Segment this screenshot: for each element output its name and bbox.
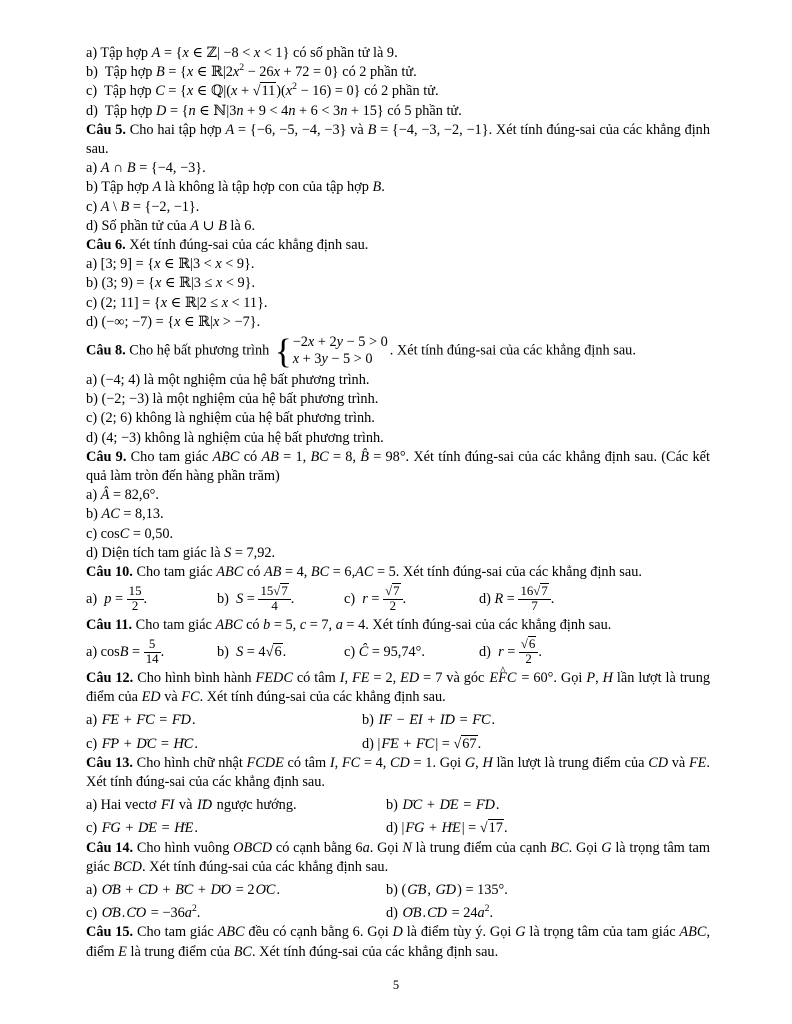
statement: a) cosB = $\frac{5}{14}$ . <box>86 637 165 667</box>
statement: c) Ĉ = 95,74°. <box>344 643 425 660</box>
statement: b) S = 4√6. <box>217 643 287 660</box>
statement: c) → OB.→ CO = $-36a^2$. <box>86 904 386 923</box>
statement: b) S = $\frac{15√7}{4}$ . <box>217 584 295 614</box>
text-line: a) Â = 82,6°. <box>86 487 159 504</box>
text-line: a) Tập hợp A = {x ∈ ℤ| −8 < x < 1} có số phần tử là 9. <box>86 45 398 61</box>
statement-row <box>86 731 710 754</box>
text-line: a) A ∩ B = {−4, −3}. <box>86 160 206 177</box>
page-number: 5 <box>392 978 400 992</box>
statement-row <box>86 582 710 616</box>
statement-row <box>86 707 710 730</box>
statement: d) R = $\frac{16√7}{7}$ . <box>479 584 555 614</box>
content <box>86 44 710 962</box>
statement: c) → FG + → DE = → HE. <box>86 819 386 838</box>
text-line: c) cosC = 0,50. <box>86 525 174 542</box>
statement: d) → OB.→ CD = $24a^2$. <box>386 904 710 923</box>
text-line: b) Tập hợp B = {x ∈ $ℝ|2x^2 - 26x + 72 = 0$} có 2 phần tử. <box>86 62 417 81</box>
text-line: d) (4; −3) không là nghiệm của hệ bất phương trình. <box>86 429 384 446</box>
text-line: Câu 8. Cho hệ bất phương trình { −2x + 2y − 5 > 0 x + 3y − 5 > 0 . Xét tính đúng-sai của các khẳng định sau. <box>86 331 636 371</box>
text-line: b) AC = 8,13. <box>86 506 164 523</box>
text-line: Câu 12. Cho hình bình hành FEDC có tâm I, FE = 2, ED = 7 và góc ^ EFC = 60°. Gọi P, H lần lượt là trung điểm của ED và FC. Xét tính đúng-sai của các khẳng định sau. <box>86 669 710 707</box>
statement-row <box>86 877 710 900</box>
statement: a) → OB + → CD + → BC + → DO = 2→ OC. <box>86 881 386 900</box>
text-line: Câu 15. Cho tam giác ABC đều có cạnh bằng 6. Gọi D là điểm tùy ý. Gọi G là trọng tâm của tam giác ABC, điểm E là trung điểm của BC. Xét tính đúng-sai của các khẳng định sau. <box>86 924 711 960</box>
text-line: d) Diện tích tam giác là S = 7,92. <box>86 544 276 561</box>
statement: a) Hai vectơ → FI và → ID ngược hướng. <box>86 796 386 815</box>
text-line: d) Tập hợp D = {n ∈ ℕ|3n + 9 < 4n + 6 < 3n + 15} có 5 phần tử. <box>86 102 462 119</box>
text-line: d) Số phần tử của A ∪ B là 6. <box>86 217 256 234</box>
text-line: Câu 6. Xét tính đúng-sai của các khẳng định sau. <box>86 237 369 254</box>
statement: a) p = $\frac{15}{2}$ . <box>86 584 148 614</box>
statement-row <box>86 815 710 838</box>
statement: b) → IF − → EI + → ID = → FC. <box>362 711 710 730</box>
text-line: c) (2; 6) không là nghiệm của hệ bất phương trình. <box>86 410 375 427</box>
statement: d) |→ FG + → HE| = √17. <box>386 819 710 838</box>
statement: b) (→ GB, → GD) = 135°. <box>386 881 710 900</box>
statement-row <box>86 635 710 669</box>
text-line: Câu 9. Cho tam giác ABC có AB = 1, BC = 8, B̂ = 98°. Xét tính đúng-sai của các khẳng định sau. (Các kết quả làm tròn đến hàng phần trăm) <box>86 448 710 484</box>
text-line: a) (−4; 4) là một nghiệm của hệ bất phương trình. <box>86 371 370 388</box>
text-line: c) Tập hợp C = {x ∈ ℚ|(x + $√11)(x^2 - 16) = 0$} có 2 phần tử. <box>86 81 439 100</box>
statement-row <box>86 900 710 923</box>
statement: c) r = $\frac{√7}{2}$ . <box>344 584 407 614</box>
text-line: c) (2; 11] = {x ∈ ℝ|2 ≤ x < 11}. <box>86 294 268 311</box>
text-line: Câu 5. Cho hai tập hợp A = {−6, −5, −4, −3} và B = {−4, −3, −2, −1}. Xét tính đúng-sai của các khẳng định sau. <box>86 121 710 158</box>
statement: d) r = $\frac{√6}{2}$ . <box>479 637 542 667</box>
statement-row <box>86 792 710 815</box>
statement: b) → DC + → DE = → FD. <box>386 796 710 815</box>
text-line: a) [3; 9] = {x ∈ ℝ|3 < x < 9}. <box>86 256 255 273</box>
text-line: b) Tập hợp A là không là tập hợp con của tập hợp B. <box>86 179 385 196</box>
text-line: b) (−2; −3) là một nghiệm của hệ bất phương trình. <box>86 391 379 408</box>
text-line: d) (−∞; −7) = {x ∈ ℝ|x > −7}. <box>86 313 261 330</box>
text-line: b) (3; 9) = {x ∈ ℝ|3 ≤ x < 9}. <box>86 275 256 292</box>
text-line: Câu 13. Cho hình chữ nhật FCDE có tâm I, FC = 4, CD = 1. Gọi G, H lần lượt là trung điểm của CD và FE. Xét tính đúng-sai của các khẳng định sau. <box>86 754 710 790</box>
text-line: c) A \ B = {−2, −1}. <box>86 198 200 215</box>
text-line: Câu 10. Cho tam giác ABC có AB = 4, BC = 6,AC = 5. Xét tính đúng-sai của các khẳng định sau. <box>86 563 642 580</box>
statement: c) → FP + → DC = → HC. <box>86 735 362 754</box>
statement: d) |→ FE + → FC| = √67. <box>362 735 710 754</box>
text-line: Câu 14. Cho hình vuông OBCD có cạnh bằng 6a. Gọi N là trung điểm của cạnh BC. Gọi G là trọng tâm tam giác BCD. Xét tính đúng-sai của các khẳng định sau. <box>86 839 711 875</box>
statement: a) → FE + → FC = → FD. <box>86 711 362 730</box>
text-line: Câu 11. Cho tam giác ABC có b = 5, c = 7, a = 4. Xét tính đúng-sai của các khẳng định sau. <box>86 616 612 633</box>
